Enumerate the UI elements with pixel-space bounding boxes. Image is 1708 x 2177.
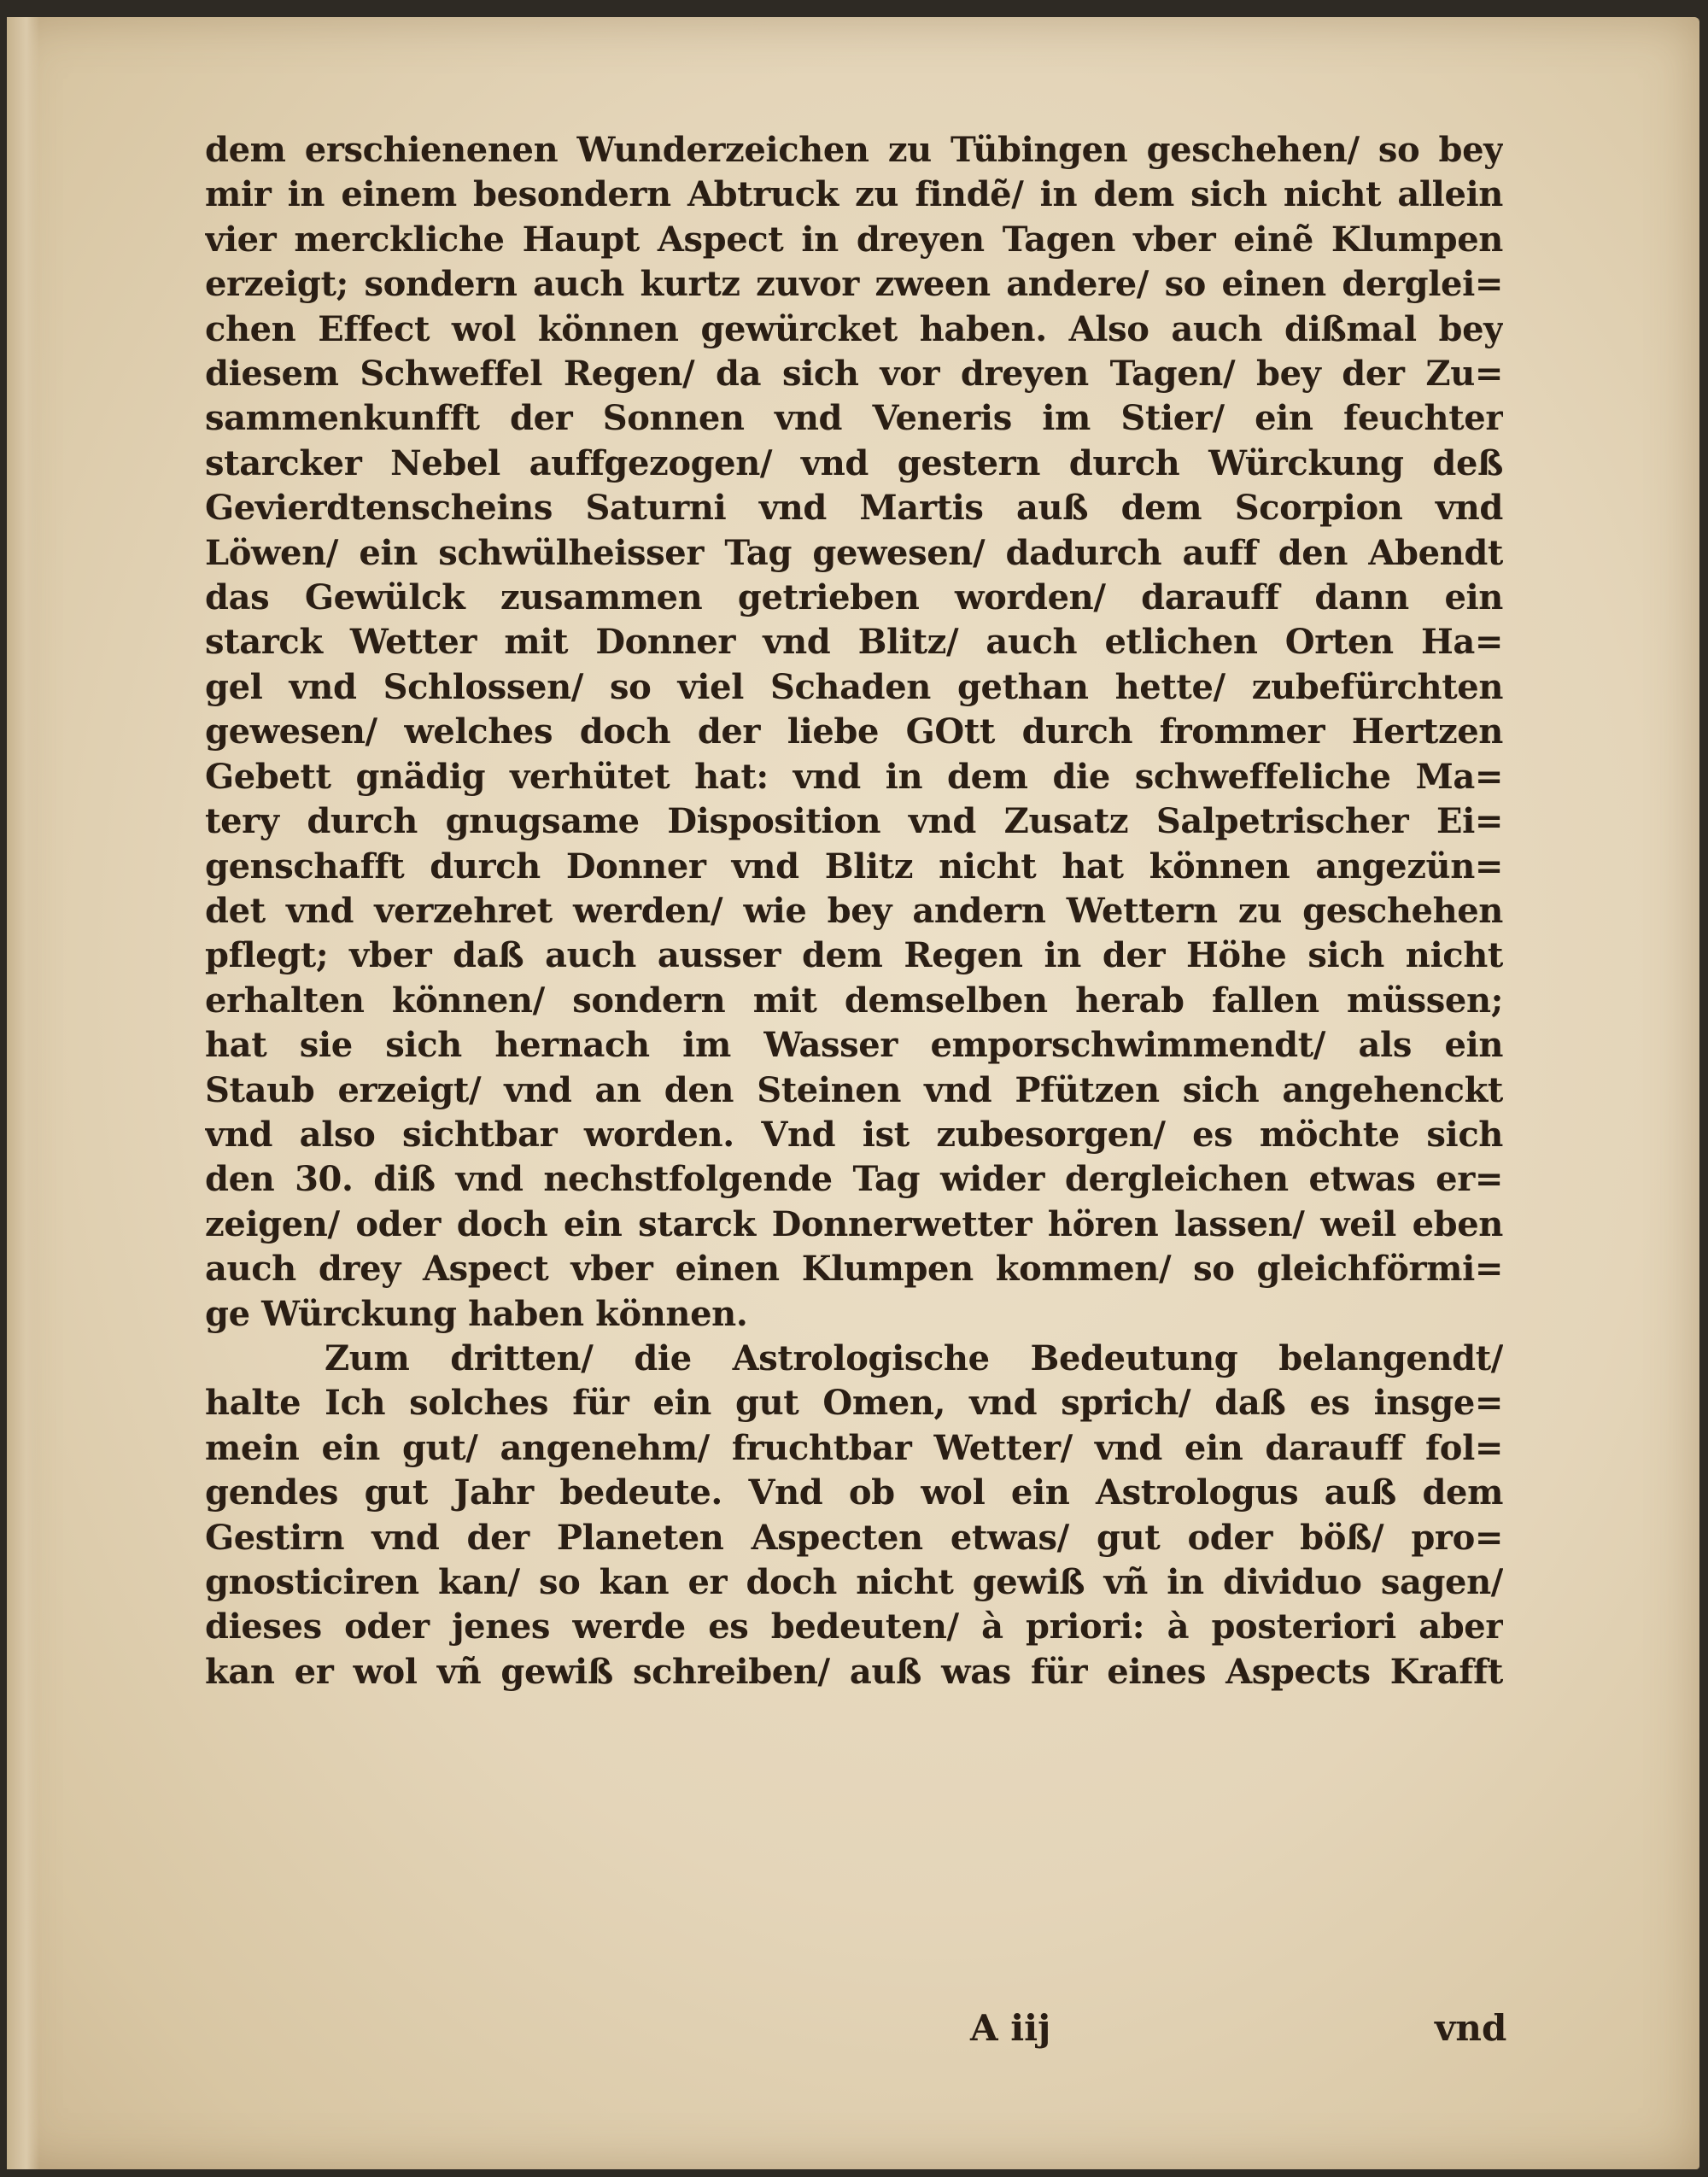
text-line: Staub erzeigt/ vnd an den Steinen vnd Pfützen sich angehenckt [205, 1069, 1503, 1110]
paragraph-start-line: Zum dritten/ die Astrologische Bedeutung belangendt/ [325, 1337, 1503, 1378]
text-line: vnd also sichtbar worden. Vnd ist zubesorgen/ es möchte sich [205, 1114, 1503, 1155]
text-line: vier merckliche Haupt Aspect in dreyen Tagen vber einẽ Klumpen [205, 219, 1503, 260]
text-line: starcker Nebel auffgezogen/ vnd gestern durch Würckung deß [205, 442, 1503, 483]
page-footer [7, 2007, 1699, 2067]
catchword: vnd [1435, 2007, 1507, 2049]
text-line: den 30. diß vnd nechstfolgende Tag wider dergleichen etwas er= [205, 1159, 1503, 1200]
text-line: das Gewülck zusammen getrieben worden/ darauff dann ein [205, 577, 1503, 618]
text-line: det vnd verzehret werden/ wie bey andern Wettern zu geschehen [205, 890, 1503, 931]
text-line: gnosticiren kan/ so kan er doch nicht gewiß vñ in dividuo sagen/ [205, 1562, 1503, 1602]
text-line: pflegt; vber daß auch ausser dem Regen in der Höhe sich nicht [205, 935, 1503, 976]
text-line: Löwen/ ein schwülheisser Tag gewesen/ dadurch auff den Abendt [205, 532, 1503, 573]
text-line: auch drey Aspect vber einen Klumpen kommen/ so gleichförmi= [205, 1249, 1503, 1290]
text-line: erhalten können/ sondern mit demselben herab fallen müssen; [205, 980, 1503, 1021]
signature-mark: A iij [970, 2007, 1051, 2049]
text-line: dieses oder jenes werde es bedeuten/ à priori: à posteriori aber [205, 1606, 1503, 1647]
text-line: gewesen/ welches doch der liebe GOtt durch frommer Hertzen [205, 711, 1503, 752]
text-line: starck Wetter mit Donner vnd Blitz/ auch etlichen Orten Ha= [205, 622, 1503, 663]
paper-page [7, 17, 1699, 2169]
text-line: tery durch gnugsame Disposition vnd Zusatz Salpetrischer Ei= [205, 801, 1503, 842]
text-line: genschafft durch Donner vnd Blitz nicht hat können angezün= [205, 846, 1503, 887]
text-line: gendes gut Jahr bedeute. Vnd ob wol ein Astrologus auß dem [205, 1472, 1503, 1513]
text-line: hat sie sich hernach im Wasser emporschwimmendt/ als ein [205, 1025, 1503, 1066]
text-line: gel vnd Schlossen/ so viel Schaden gethan hette/ zubefürchten [205, 666, 1503, 707]
text-line: zeigen/ oder doch ein starck Donnerwetter hören lassen/ weil eben [205, 1203, 1503, 1244]
text-line: Gestirn vnd der Planeten Aspecten etwas/ gut oder böß/ pro= [205, 1517, 1503, 1558]
text-line: dem erschienenen Wunderzeichen zu Tübingen geschehen/ so bey [205, 130, 1503, 170]
text-line: halte Ich solches für ein gut Omen, vnd sprich/ daß es insge= [205, 1383, 1503, 1424]
text-line: diesem Schweffel Regen/ da sich vor dreyen Tagen/ bey der Zu= [205, 354, 1503, 395]
text-line: Gebett gnädig verhütet hat: vnd in dem die schweffeliche Ma= [205, 756, 1503, 797]
text-line: kan er wol vñ gewiß schreiben/ auß was für eines Aspects Krafft [205, 1651, 1503, 1692]
text-line: mein ein gut/ angenehm/ fruchtbar Wetter/ vnd ein darauff fol= [205, 1427, 1503, 1468]
text-line: sammenkunfft der Sonnen vnd Veneris im Stier/ ein feuchter [205, 398, 1503, 439]
text-line: mir in einem besondern Abtruck zu findẽ/ in dem sich nicht allein [205, 174, 1503, 215]
text-line: Gevierdtenscheins Saturni vnd Martis auß dem Scorpion vnd [205, 488, 1503, 529]
body-text [205, 128, 1503, 1694]
binding-edge [7, 17, 39, 2169]
paragraph-end-line: ge Würckung haben können. [205, 1293, 748, 1334]
text-line: chen Effect wol können gewürcket haben. Also auch dißmal bey [205, 308, 1503, 349]
text-line: erzeigt; sondern auch kurtz zuvor zween andere/ so einen derglei= [205, 264, 1503, 305]
